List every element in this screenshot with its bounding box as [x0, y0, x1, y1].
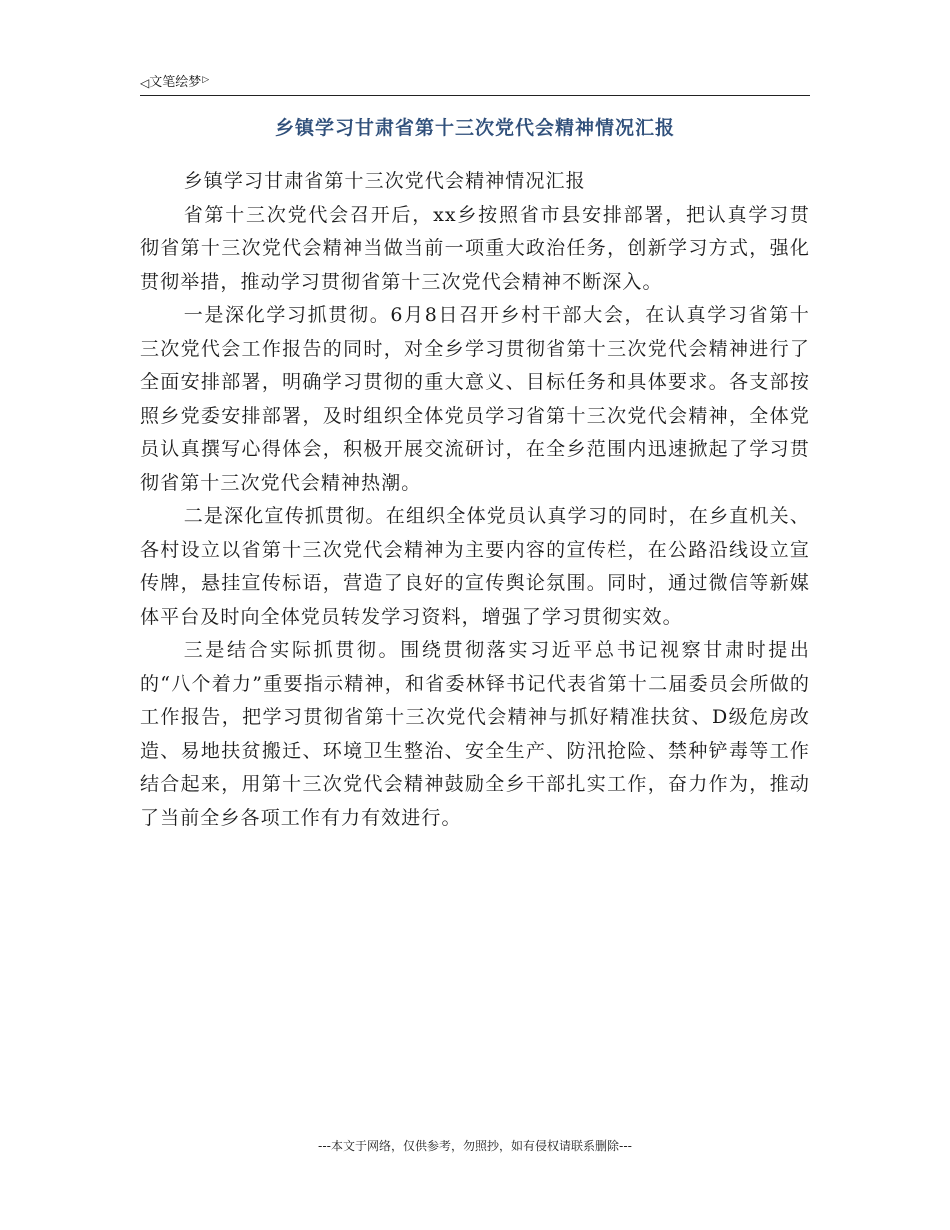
header-brand: 文笔绘梦	[149, 75, 202, 90]
left-triangle-icon: ◁	[140, 76, 150, 90]
paragraph-publicity: 二是深化宣传抓贯彻。在组织全体党员认真学习的同时，在乡直机关、各村设立以省第十三次党代会精神为主要内容的宣传栏，在公路沿线设立宣传牌，悬挂宣传标语，营造了良好的宣传舆论氛围。同时，通过微信等新媒体平台及时向全体党员转发学习资料，增强了学习贯彻实效。	[140, 505, 810, 628]
document-body	[140, 165, 810, 835]
paragraph-study: 一是深化学习抓贯彻。6月8日召开乡村干部大会，在认真学习省第十三次党代会工作报告的同时，对全乡学习贯彻省第十三次党代会精神进行了全面安排部署，明确学习贯彻的重大意义、目标任务和具体要求。各支部按照乡党委安排部署，及时组织全体党员学习省第十三次党代会精神，全体党员认真撰写心得体会，积极开展交流研讨，在全乡范围内迅速掀起了学习贯彻省第十三次党代会精神热潮。	[140, 304, 810, 494]
page-header	[140, 73, 810, 96]
paragraph-practice: 三是结合实际抓贯彻。围绕贯彻落实习近平总书记视察甘肃时提出的“八个着力”重要指示精神，和省委林铎书记代表省第十二届委员会所做的工作报告，把学习贯彻省第十三次党代会精神与抓好精准扶贫、D级危房改造、易地扶贫搬迁、环境卫生整治、安全生产、防汛抢险、禁种铲毒等工作结合起来，用第十三次党代会精神鼓励全乡干部扎实工作，奋力作为，推动了当前全乡各项工作有力有效进行。	[140, 639, 810, 829]
page-footer-disclaimer: ---本文于网络，仅供参考，勿照抄，如有侵权请联系删除---	[318, 1139, 632, 1153]
document-title: 乡镇学习甘肃省第十三次党代会精神情况汇报	[274, 117, 675, 139]
right-triangle-icon: ▷	[202, 75, 210, 85]
paragraph-intro: 省第十三次党代会召开后，xx乡按照省市县安排部署，把认真学习贯彻省第十三次党代会精神当做当前一项重大政治任务，创新学习方式，强化贯彻举措，推动学习贯彻省第十三次党代会精神不断深入。	[140, 203, 810, 293]
paragraph-subtitle: 乡镇学习甘肃省第十三次党代会精神情况汇报	[183, 170, 586, 192]
